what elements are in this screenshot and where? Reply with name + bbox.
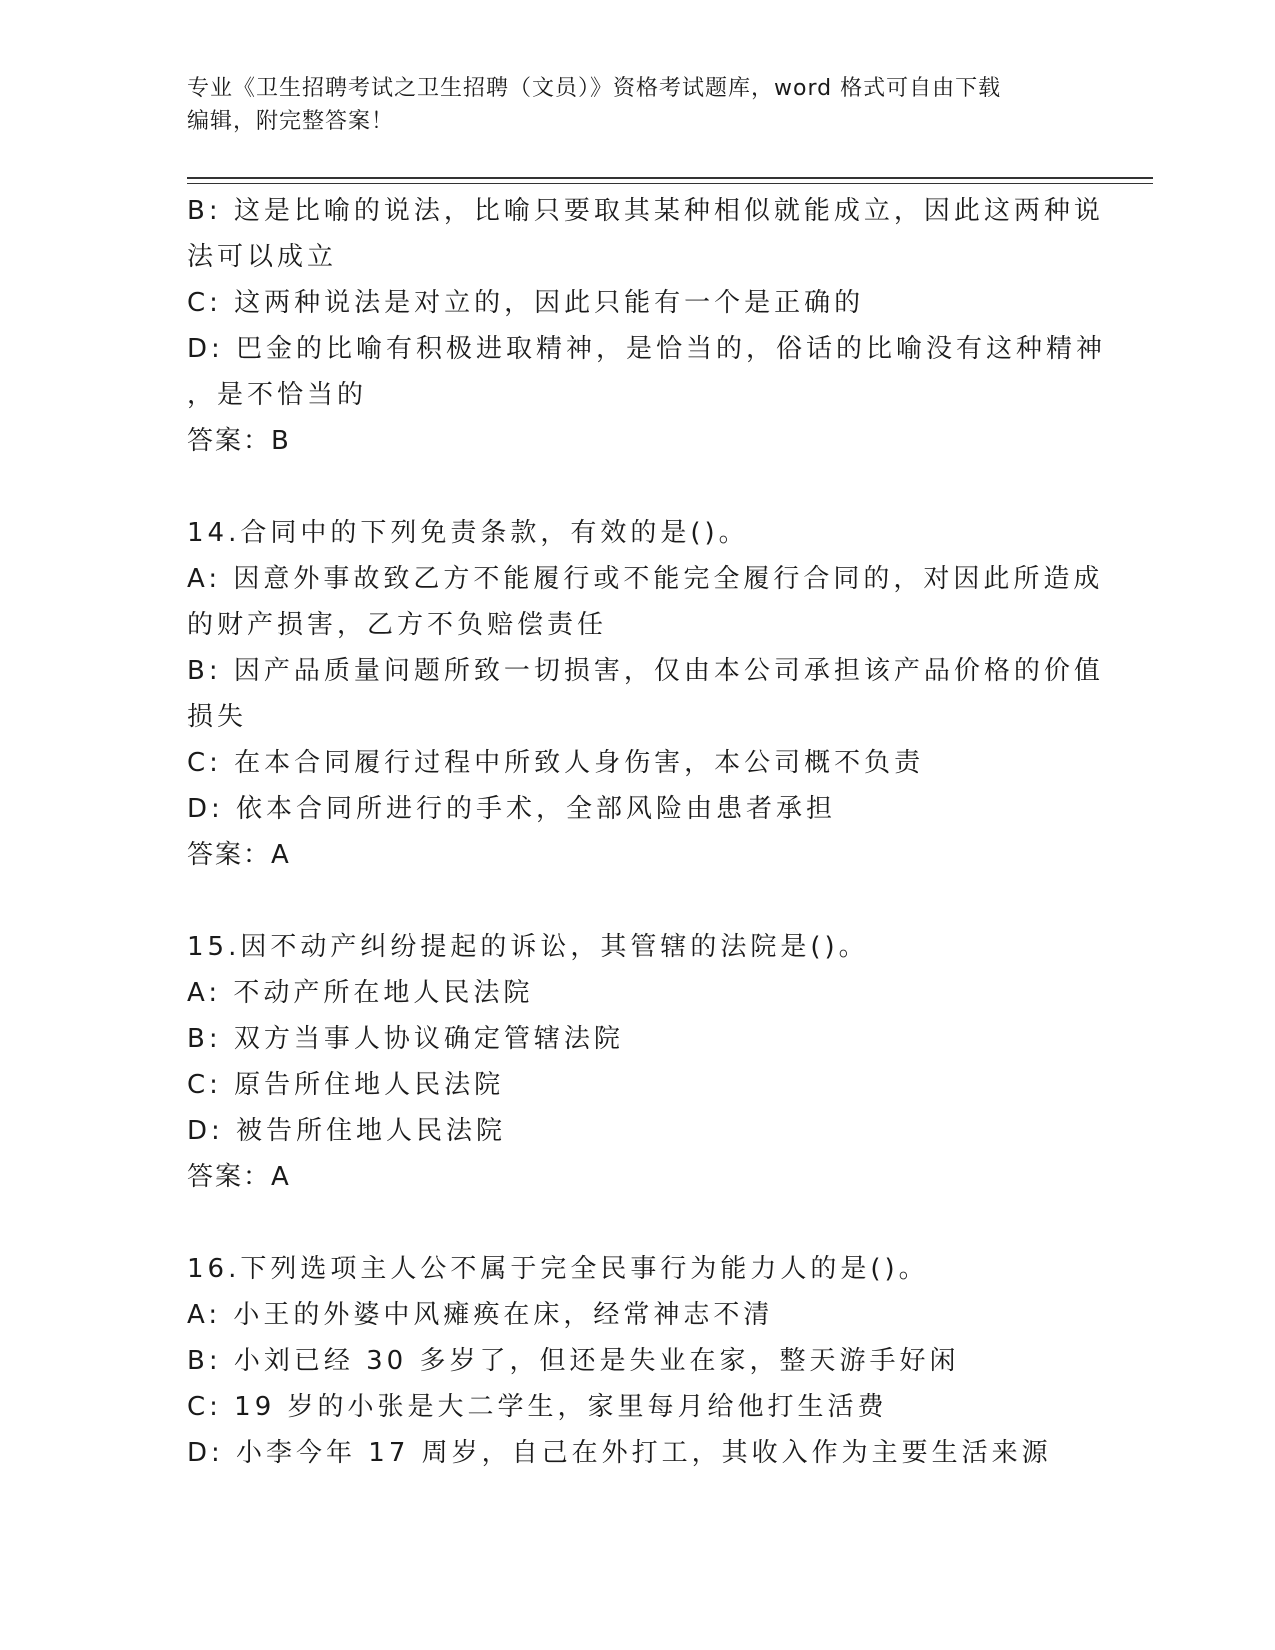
q14-option-b-line-2: 损失 — [187, 702, 248, 732]
question-13 — [187, 188, 1107, 464]
q13-option-b-line-2: 法可以成立 — [187, 242, 338, 272]
q16-question-text: 16.下列选项主人公不属于完全民事行为能力人的是()。 — [187, 1254, 929, 1284]
spacer — [187, 1200, 1087, 1246]
spacer — [187, 464, 1087, 510]
q14-option-a-line-2: 的财产损害，乙方不负赔偿责任 — [187, 610, 608, 640]
header-divider-thin — [187, 183, 1153, 184]
spacer — [187, 878, 1087, 924]
header-line-1: 专业《卫生招聘考试之卫生招聘（文员）》资格考试题库，word 格式可自由下载 — [187, 76, 1002, 101]
q15-answer: 答案：A — [187, 1162, 291, 1192]
q15-option-b: B: 双方当事人协议确定管辖法院 — [187, 1024, 624, 1054]
q13-option-c: C: 这两种说法是对立的，因此只能有一个是正确的 — [187, 288, 865, 318]
q15-option-a: A: 不动产所在地人民法院 — [187, 978, 534, 1008]
q13-option-d-line-2: ，是不恰当的 — [187, 380, 368, 410]
q14-option-b-line-1: B: 因产品质量问题所致一切损害，仅由本公司承担该产品价格的价值 — [187, 656, 1104, 686]
question-16 — [187, 1246, 1087, 1476]
q16-option-c: C: 19 岁的小张是大二学生，家里每月给他打生活费 — [187, 1392, 888, 1422]
question-14 — [187, 510, 1104, 878]
q15-option-d: D: 被告所住地人民法院 — [187, 1116, 507, 1146]
document-header — [187, 72, 1087, 138]
q13-option-d-line-1: D: 巴金的比喻有积极进取精神，是恰当的，俗话的比喻没有这种精神 — [187, 334, 1107, 364]
q14-answer: 答案：A — [187, 840, 291, 870]
q14-option-d: D: 依本合同所进行的手术，全部风险由患者承担 — [187, 794, 837, 824]
q16-option-a: A: 小王的外婆中风瘫痪在床，经常神志不清 — [187, 1300, 774, 1330]
q13-option-b-line-1: B: 这是比喻的说法，比喻只要取其某种相似就能成立，因此这两种说 — [187, 196, 1104, 226]
q14-question-text: 14.合同中的下列免责条款，有效的是()。 — [187, 518, 749, 548]
q13-answer: 答案：B — [187, 426, 291, 456]
question-15 — [187, 924, 1087, 1200]
q14-option-c: C: 在本合同履行过程中所致人身伤害，本公司概不负责 — [187, 748, 925, 778]
header-divider-thick — [187, 177, 1153, 179]
q14-option-a-line-1: A: 因意外事故致乙方不能履行或不能完全履行合同的，对因此所造成 — [187, 564, 1104, 594]
q16-option-b: B: 小刘已经 30 多岁了，但还是失业在家，整天游手好闲 — [187, 1346, 960, 1376]
question-list — [187, 188, 1107, 1476]
q16-option-d: D: 小李今年 17 周岁，自己在外打工，其收入作为主要生活来源 — [187, 1438, 1052, 1468]
q15-question-text: 15.因不动产纠纷提起的诉讼，其管辖的法院是()。 — [187, 932, 869, 962]
header-line-2: 编辑，附完整答案！ — [187, 109, 395, 134]
q15-option-c: C: 原告所住地人民法院 — [187, 1070, 505, 1100]
